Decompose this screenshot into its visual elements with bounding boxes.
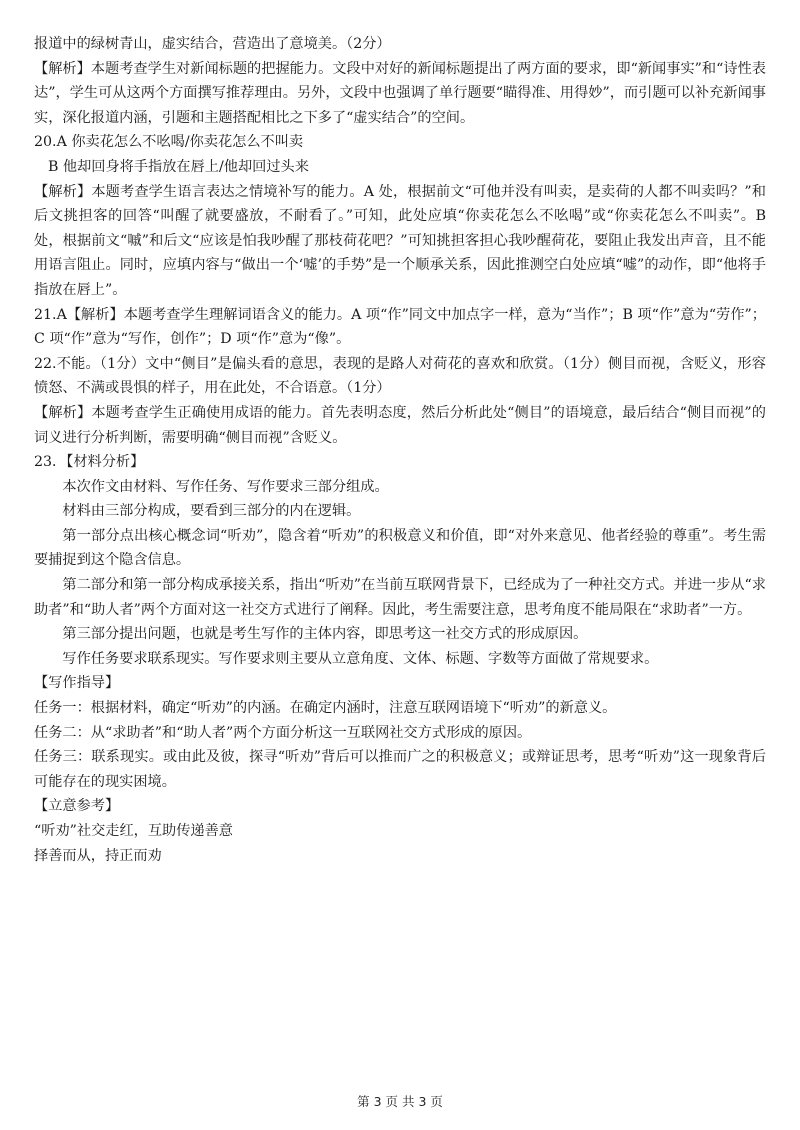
task-item: 任务三：联系现实。或由此及彼，探寻“听劝”背后可以推而广之的积极意义；或辩证思考，思考“听劝”这一现象背后可能存在的现实困境。 bbox=[34, 749, 766, 790]
answer-22: 22.不能。（1分）文中“侧目”是偏头看的意思，表现的是路人对荷花的喜欢和欣赏。（1分）侧目而视，含贬义，形容愤怒、不满或畏惧的样子，用在此处，不合语意。（1分） bbox=[34, 355, 766, 397]
answer-21: 21.A【解析】本题考查学生理解词语含义的能力。A 项“作”同文中加点字一样，意为“当作”；B 项“作”意为“劳作”；C 项“作”意为“写作，创作”；D 项“作”意为“像”。 bbox=[34, 306, 766, 348]
analysis-20: 【解析】本题考查学生语言表达之情境补写的能力。A 处，根据前文“可他并没有叫卖，是卖荷的人都不叫卖吗？”和后文挑担客的回答“叫醒了就要盛放，不耐看了。”可知，此处应填“你卖花怎么不吆喝”或“你卖花怎么不叫卖”。B 处，根据前文“嘁”和后文“应该是怕我吵醒了那枝荷花吧？”可知挑担客担心我吵醒荷花，要阻止我发出声音，且不能用语言阻止。同时，应填内容与“做出一个‘嘘’的手势”是一个顺承关系，因此推测空白处应填“嘘”的动作，即“他将手指放在唇上”。 bbox=[34, 183, 766, 298]
answer-20-a: 20.A 你卖花怎么不吆喝/你卖花怎么不叫卖 bbox=[34, 134, 304, 151]
theme-item: 择善而从，持正而劝 bbox=[34, 847, 162, 864]
material-paragraph: 第三部分提出问题，也就是考生写作的主体内容，即思考这一社交方式的形成原因。 bbox=[62, 626, 588, 643]
question-23-heading: 23．【材料分析】 bbox=[34, 454, 145, 471]
material-paragraph: 本次作文由材料、写作任务、写作要求三部分组成。 bbox=[62, 478, 389, 495]
analysis-22: 【解析】本题考查学生正确使用成语的能力。首先表明态度，然后分析此处“侧目”的语境意，最后结合“侧目而视”的词义进行分析判断，需要明确“侧目而视”含贬义。 bbox=[34, 404, 766, 446]
task-item: 任务一：根据材料，确定“听劝”的内涵。在确定内涵时，注意互联网语境下“听劝”的新意义。 bbox=[34, 700, 617, 717]
material-paragraph: 第二部分和第一部分构成承接关系，指出“听劝”在当前互联网背景下，已经成为了一种社交方式。并进一步从“求助者”和“助人者”两个方面对这一社交方式进行了阐释。因此，考生需要注意，思考角度不能局限在“求助者”一方。 bbox=[34, 577, 766, 618]
material-paragraph: 第一部分点出核心概念词“听劝”，隐含着“听劝”的积极意义和价值，即“对外来意见、他者经验的尊重”。考生需要捕捉到这个隐含信息。 bbox=[34, 527, 766, 569]
task-item: 任务二：从“求助者”和“助人者”两个方面分析这一互联网社交方式形成的原因。 bbox=[34, 724, 532, 741]
material-paragraph: 材料由三部分构成，要看到三部分的内在逻辑。 bbox=[62, 503, 361, 520]
document-body bbox=[34, 32, 766, 868]
page-number: 第 3 页 共 3 页 bbox=[357, 1094, 443, 1109]
analysis-19: 【解析】本题考查学生对新闻标题的把握能力。文段中对好的新闻标题提出了两方面的要求，即“新闻事实”和“诗性表达”，学生可从这两个方面撰写推荐理由。另外，文段中也强调了单行题要“瞄得准、用得妙”，而引题可以补充新闻事实，深化报道内涵，引题和主题搭配相比之下多了“虚实结合”的空间。 bbox=[34, 60, 766, 126]
theme-reference-heading: 【立意参考】 bbox=[34, 798, 120, 815]
writing-guide-heading: 【写作指导】 bbox=[34, 675, 120, 692]
answer-19-continued: 报道中的绿树青山，虚实结合，营造出了意境美。（2分） bbox=[34, 36, 391, 52]
theme-item: “听劝”社交走红，互助传递善意 bbox=[34, 823, 233, 839]
answer-20-b: B 他却回身将手指放在唇上/他却回过头来 bbox=[48, 158, 309, 175]
material-paragraph: 写作任务要求联系现实。写作要求则主要从立意角度、文体、标题、字数等方面做了常规要求。 bbox=[62, 650, 659, 667]
